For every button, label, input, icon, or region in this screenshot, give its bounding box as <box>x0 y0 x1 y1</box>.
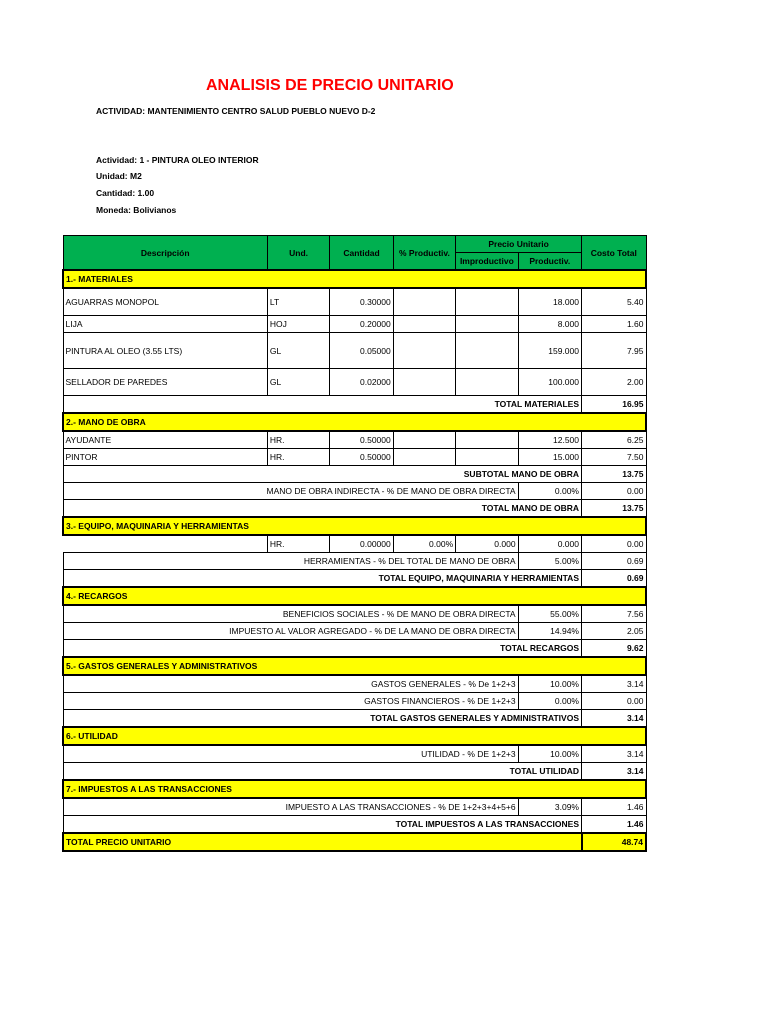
header-cantidad: Cantidad <box>330 236 393 271</box>
table-row: GASTOS FINANCIEROS - % DE 1+2+3 0.00% 0.00 <box>63 693 646 710</box>
header-und: Und. <box>267 236 329 271</box>
table-row: AGUARRAS MONOPOL LT 0.30000 18.000 5.40 <box>63 288 646 316</box>
header-pct-productiv: % Productiv. <box>393 236 455 271</box>
table-row: IMPUESTO AL VALOR AGREGADO - % DE LA MANO DE OBRA DIRECTA 14.94% 2.05 <box>63 623 646 640</box>
info-cantidad: Cantidad: 1.00 <box>96 188 155 198</box>
apu-table <box>62 235 647 852</box>
subtotal-mano-obra-row: SUBTOTAL MANO DE OBRA 13.75 <box>63 466 646 483</box>
header-precio-unitario: Precio Unitario <box>456 236 582 253</box>
table-row: AYUDANTE HR. 0.50000 12.500 6.25 <box>63 431 646 449</box>
section-impuestos: 7.- IMPUESTOS A LAS TRANSACCIONES <box>63 780 646 798</box>
total-materiales-row: TOTAL MATERIALES 16.95 <box>63 396 646 414</box>
table-row: IMPUESTO A LAS TRANSACCIONES - % DE 1+2+3+4+5+6 3.09% 1.46 <box>63 798 646 816</box>
mano-obra-indirecta-row: MANO DE OBRA INDIRECTA - % DE MANO DE OBRA DIRECTA 0.00% 0.00 <box>63 483 646 500</box>
herramientas-row: HERRAMIENTAS - % DEL TOTAL DE MANO DE OBRA 5.00% 0.69 <box>63 553 646 570</box>
section-materiales: 1.- MATERIALES <box>63 270 646 288</box>
info-unidad: Unidad: M2 <box>96 171 142 181</box>
info-actividad: Actividad: 1 - PINTURA OLEO INTERIOR <box>96 155 259 165</box>
actividad-general: ACTIVIDAD: MANTENIMIENTO CENTRO SALUD PUEBLO NUEVO D-2 <box>96 106 376 116</box>
header-productiv: Productiv. <box>518 253 581 271</box>
total-mano-obra-row: TOTAL MANO DE OBRA 13.75 <box>63 500 646 518</box>
total-gastos-row: TOTAL GASTOS GENERALES Y ADMINISTRATIVOS 3.14 <box>63 710 646 728</box>
section-recargos: 4.- RECARGOS <box>63 587 646 605</box>
table-row: PINTURA AL OLEO (3.55 LTS) GL 0.05000 159.000 7.95 <box>63 333 646 369</box>
header-costo-total: Costo Total <box>582 236 647 271</box>
header-improductivo: Improductivo <box>456 253 518 271</box>
header-row <box>63 236 646 253</box>
header-descripcion: Descripción <box>63 236 267 271</box>
total-recargos-row: TOTAL RECARGOS 9.62 <box>63 640 646 658</box>
total-impuestos-row: TOTAL IMPUESTOS A LAS TRANSACCIONES 1.46 <box>63 816 646 834</box>
table-row: BENEFICIOS SOCIALES - % DE MANO DE OBRA DIRECTA 55.00% 7.56 <box>63 605 646 623</box>
page-title: ANALISIS DE PRECIO UNITARIO <box>206 77 454 94</box>
table-row: GASTOS GENERALES - % De 1+2+3 10.00% 3.14 <box>63 675 646 693</box>
table-row: LIJA HOJ 0.20000 8.000 1.60 <box>63 316 646 333</box>
table-row: SELLADOR DE PAREDES GL 0.02000 100.000 2.00 <box>63 369 646 396</box>
table-row: UTILIDAD - % DE 1+2+3 10.00% 3.14 <box>63 745 646 763</box>
section-gastos: 5.- GASTOS GENERALES Y ADMINISTRATIVOS <box>63 657 646 675</box>
section-mano-obra: 2.- MANO DE OBRA <box>63 413 646 431</box>
table-row: HR. 0.00000 0.00% 0.000 0.000 0.00 <box>63 535 646 553</box>
section-utilidad: 6.- UTILIDAD <box>63 727 646 745</box>
total-precio-unitario-row: TOTAL PRECIO UNITARIO 48.74 <box>63 833 646 851</box>
info-moneda: Moneda: Bolivianos <box>96 205 177 215</box>
table-row: PINTOR HR. 0.50000 15.000 7.50 <box>63 449 646 466</box>
total-utilidad-row: TOTAL UTILIDAD 3.14 <box>63 763 646 781</box>
section-equipo: 3.- EQUIPO, MAQUINARIA Y HERRAMIENTAS <box>63 517 646 535</box>
total-equipo-row: TOTAL EQUIPO, MAQUINARIA Y HERRAMIENTAS 0.69 <box>63 570 646 588</box>
